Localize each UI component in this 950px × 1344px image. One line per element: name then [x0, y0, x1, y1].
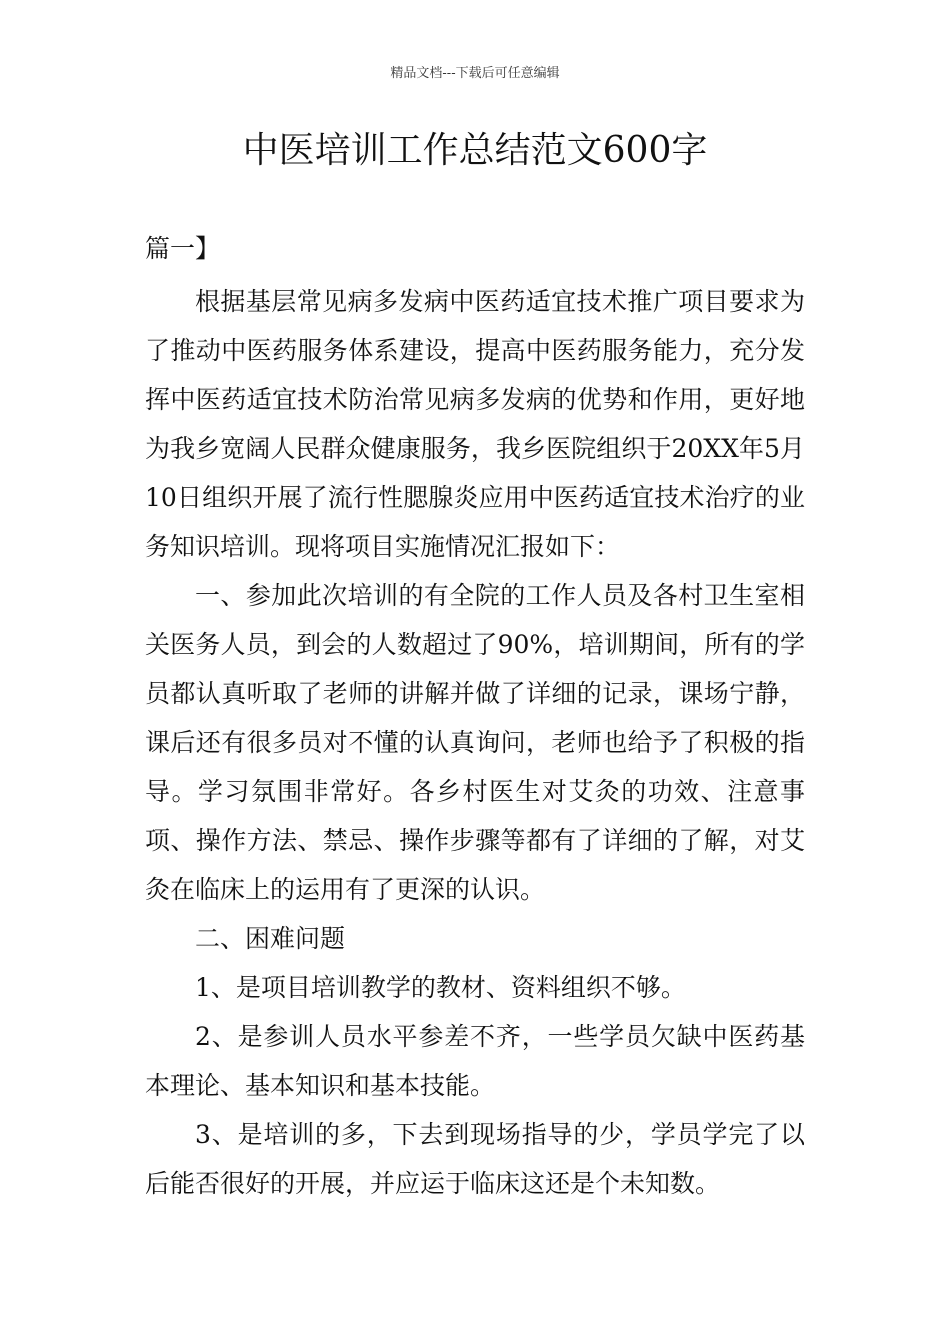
document-title: 中医培训工作总结范文600字: [242, 130, 708, 171]
paragraph-problem-1: 1、是项目培训教学的教材、资料组织不够。: [195, 973, 686, 1002]
paragraph-problem-2: 2、是参训人员水平参差不齐，一些学员欠缺中医药基本理论、基本知识和基本技能。: [145, 1022, 805, 1100]
document-body: [145, 224, 805, 1208]
paragraph-training-summary: 一、参加此次培训的有全院的工作人员及各村卫生室相关医务人员，到会的人数超过了90%，培训期间，所有的学员都认真听取了老师的讲解并做了详细的记录，课场宁静，课后还有很多员对不懂的认真询问，老师也给予了积极的指导。学习氛围非常好。各乡村医生对艾灸的功效、注意事项、操作方法、禁忌、操作步骤等都有了详细的了解，对艾灸在临床上的运用有了更深的认识。: [145, 581, 805, 904]
paragraph-intro: 根据基层常见病多发病中医药适宜技术推广项目要求为了推动中医药服务体系建设，提高中医药服务能力，充分发挥中医药适宜技术防治常见病多发病的优势和作用，更好地为我乡宽阔人民群众健康服务，我乡医院组织于20XX年5月10日组织开展了流行性腮腺炎应用中医药适宜技术治疗的业务知识培训。现将项目实施情况汇报如下：: [145, 287, 805, 561]
section-label: 篇一】: [145, 234, 221, 263]
header-note: 精品文档---下载后可任意编辑: [390, 66, 560, 81]
paragraph-problems-heading: 二、困难问题: [195, 924, 346, 953]
paragraph-problem-3: 3、是培训的多，下去到现场指导的少，学员学完了以后能否很好的开展，并应运于临床这还是个未知数。: [145, 1120, 805, 1198]
